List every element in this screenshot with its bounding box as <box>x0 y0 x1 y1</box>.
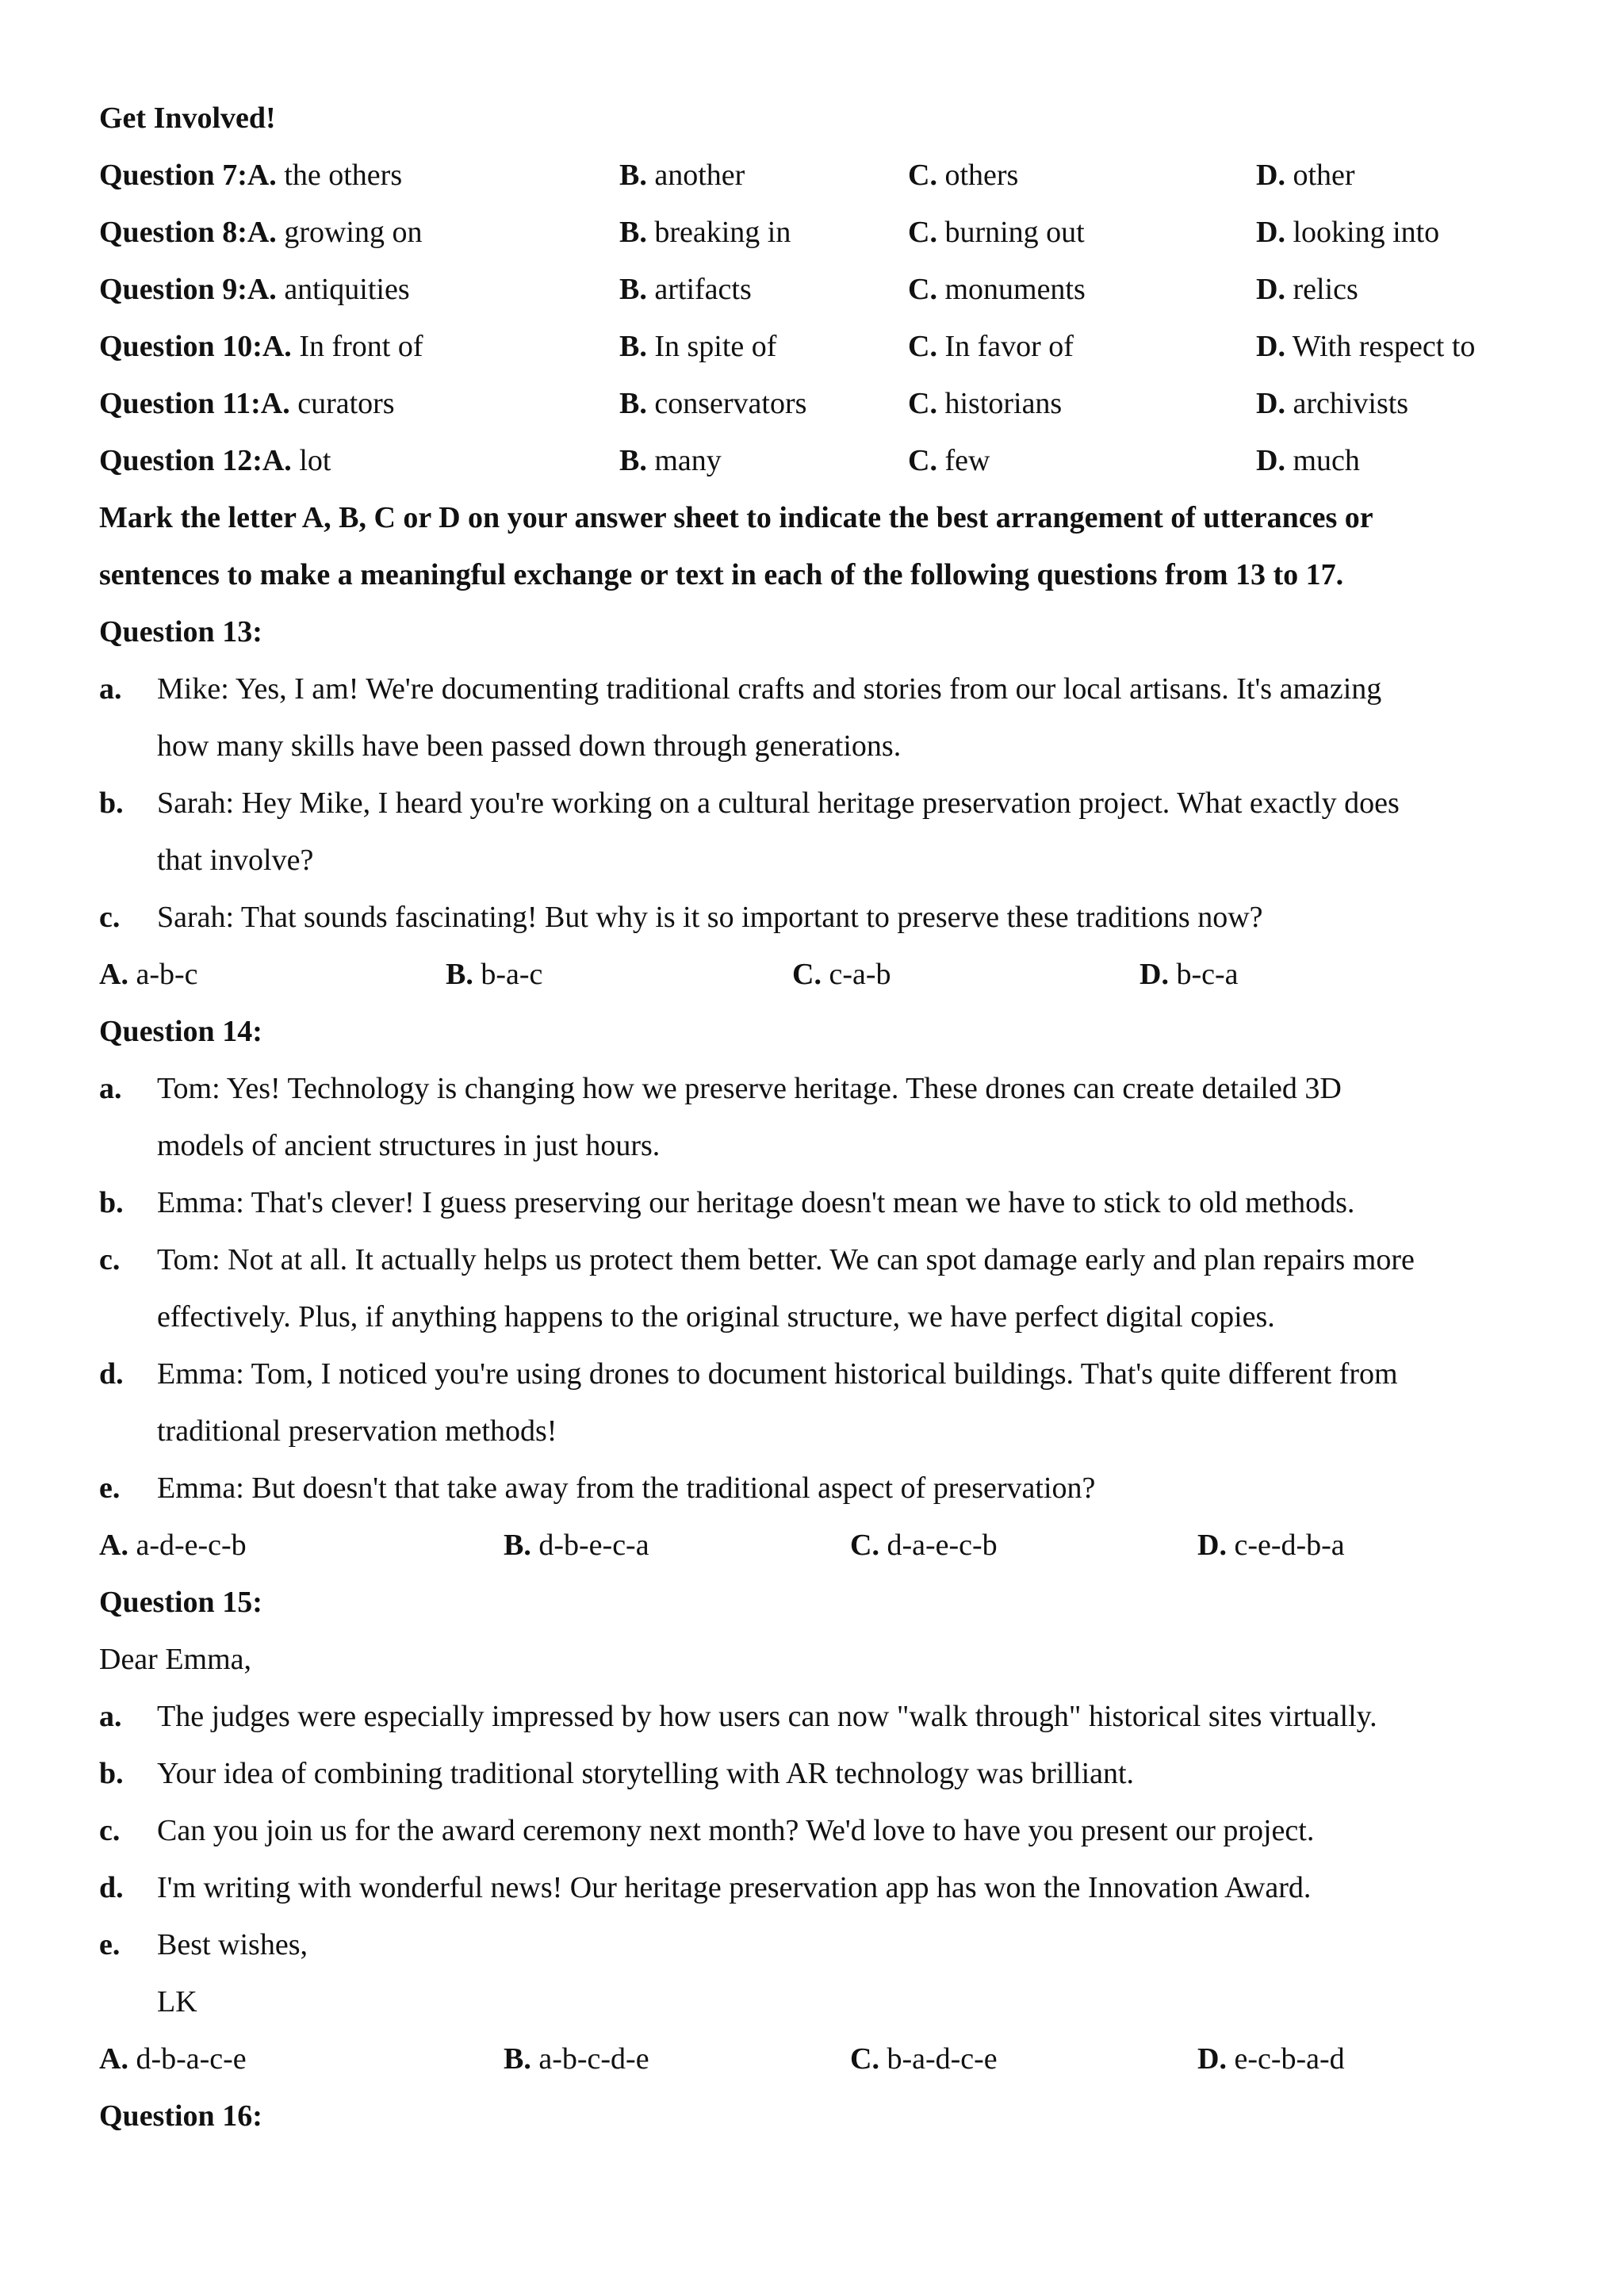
item-text: how many skills have been passed down through generations. <box>157 729 902 763</box>
question-label: Question 16: <box>99 2099 262 2133</box>
item-text: I'm writing with wonderful news! Our heritage preservation app has won the Innovation Award. <box>157 1871 1312 1904</box>
answer-option: C. c-a-b <box>792 958 891 991</box>
item-text: Emma: That's clever! I guess preserving our heritage doesn't mean we have to stick to old methods. <box>157 1186 1355 1219</box>
answer-option: A. d-b-a-c-e <box>99 2042 247 2076</box>
item-letter: c. <box>99 1243 121 1276</box>
section-heading: Get Involved! <box>99 101 276 135</box>
item-letter: e. <box>99 1471 121 1505</box>
option-b: B. In spite of <box>619 330 777 363</box>
question-label: Question 9: <box>99 273 247 306</box>
option-c: C. burning out <box>908 216 1085 249</box>
question-row: Question 11:A. curators <box>99 387 395 420</box>
item-letter: a. <box>99 1700 122 1733</box>
question-row: Question 9:A. antiquities <box>99 273 410 306</box>
item-text: The judges were especially impressed by how users can now "walk through" historical sites virtually. <box>157 1700 1377 1733</box>
option-b: B. conservators <box>619 387 807 420</box>
option-letter: A. <box>247 159 277 192</box>
option-c: C. others <box>908 159 1019 192</box>
question-label: Question 7: <box>99 159 247 192</box>
item-text: Sarah: That sounds fascinating! But why is it so important to preserve these traditions now? <box>157 901 1263 934</box>
answer-option: D. b-c-a <box>1139 958 1239 991</box>
question-label: Question 10: <box>99 330 262 363</box>
item-text: LK <box>157 1985 197 2019</box>
option-c: C. historians <box>908 387 1063 420</box>
question-label: Question 15: <box>99 1586 262 1619</box>
option-c: C. monuments <box>908 273 1086 306</box>
answer-option: D. e-c-b-a-d <box>1197 2042 1345 2076</box>
question-row: Question 12:A. lot <box>99 444 331 477</box>
item-letter: d. <box>99 1871 124 1904</box>
answer-option: D. c-e-d-b-a <box>1197 1529 1345 1562</box>
option-d: D. relics <box>1256 273 1358 306</box>
item-text: Emma: But doesn't that take away from the traditional aspect of preservation? <box>157 1471 1096 1505</box>
option-b: B. breaking in <box>619 216 791 249</box>
question-label: Question 11: <box>99 387 261 420</box>
item-text: Tom: Yes! Technology is changing how we preserve heritage. These drones can create detailed 3D <box>157 1072 1342 1105</box>
item-text: Mike: Yes, I am! We're documenting traditional crafts and stories from our local artisans. It's amazing <box>157 672 1382 706</box>
item-text: Your idea of combining traditional storytelling with AR technology was brilliant. <box>157 1757 1135 1790</box>
item-letter: b. <box>99 786 124 820</box>
option-b: B. artifacts <box>619 273 752 306</box>
answer-option: C. b-a-d-c-e <box>850 2042 998 2076</box>
option-d: D. other <box>1256 159 1355 192</box>
answer-option: A. a-b-c <box>99 958 198 991</box>
question-row <box>99 147 402 204</box>
item-letter: c. <box>99 1814 121 1847</box>
answer-option: A. a-d-e-c-b <box>99 1529 247 1562</box>
answer-option: C. d-a-e-c-b <box>850 1529 998 1562</box>
item-text: traditional preservation methods! <box>157 1414 557 1448</box>
option-d: D. much <box>1256 444 1360 477</box>
item-letter: a. <box>99 672 122 706</box>
question-label: Question 12: <box>99 444 262 477</box>
question-label: Question 14: <box>99 1015 262 1048</box>
item-letter: b. <box>99 1757 124 1790</box>
item-text: Sarah: Hey Mike, I heard you're working on a cultural heritage preservation project. What exactly does <box>157 786 1400 820</box>
question-row: Question 8:A. growing on <box>99 216 423 249</box>
option-text: the others <box>284 159 403 192</box>
option-d: D. looking into <box>1256 216 1440 249</box>
question-label: Question 8: <box>99 216 247 249</box>
item-text: Best wishes, <box>157 1928 308 1961</box>
letter-greeting: Dear Emma, <box>99 1643 252 1676</box>
option-d: D. With respect to <box>1256 330 1476 363</box>
item-letter: d. <box>99 1357 124 1391</box>
item-letter: e. <box>99 1928 121 1961</box>
option-c: C. In favor of <box>908 330 1074 363</box>
item-text: Tom: Not at all. It actually helps us protect them better. We can spot damage early and plan repairs more <box>157 1243 1415 1276</box>
instruction-line: Mark the letter A, B, C or D on your answer sheet to indicate the best arrangement of utterances or <box>99 501 1373 534</box>
item-letter: c. <box>99 901 121 934</box>
option-c: C. few <box>908 444 990 477</box>
option-b: B. many <box>619 444 722 477</box>
answer-option: B. b-a-c <box>446 958 543 991</box>
item-letter: a. <box>99 1072 122 1105</box>
item-text: Emma: Tom, I noticed you're using drones to document historical buildings. That's quite different from <box>157 1357 1398 1391</box>
answer-option: B. a-b-c-d-e <box>504 2042 649 2076</box>
item-letter: b. <box>99 1186 124 1219</box>
item-text: effectively. Plus, if anything happens to the original structure, we have perfect digital copies. <box>157 1300 1275 1334</box>
question-row: Question 10:A. In front of <box>99 330 423 363</box>
question-label: Question 13: <box>99 615 262 649</box>
option-d: D. archivists <box>1256 387 1409 420</box>
item-text: Can you join us for the award ceremony next month? We'd love to have you present our project. <box>157 1814 1315 1847</box>
item-text: models of ancient structures in just hours. <box>157 1129 661 1162</box>
answer-option: B. d-b-e-c-a <box>504 1529 649 1562</box>
option-b: B. another <box>619 159 745 192</box>
instruction-line: sentences to make a meaningful exchange or text in each of the following questions from 13 to 17. <box>99 558 1344 591</box>
item-text: that involve? <box>157 844 314 877</box>
